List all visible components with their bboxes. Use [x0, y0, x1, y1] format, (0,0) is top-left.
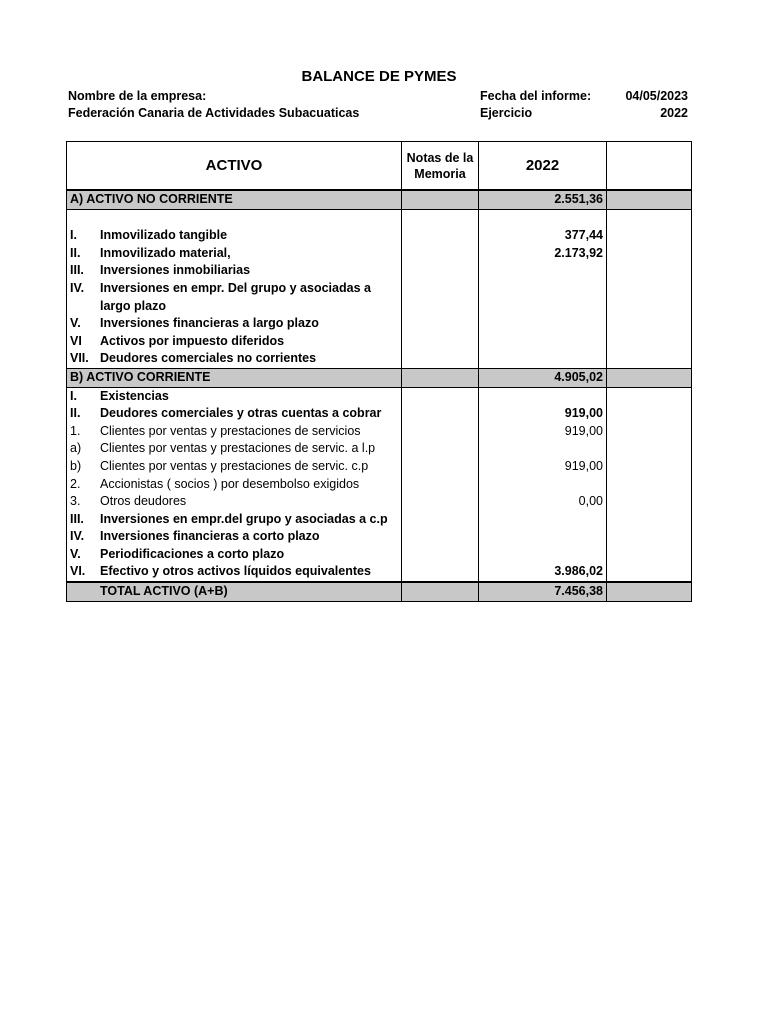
- row-extra: [607, 546, 692, 564]
- row-value: [479, 476, 607, 494]
- row-code: IV.: [70, 280, 85, 295]
- row-code: b): [70, 458, 82, 473]
- total-extra: [607, 582, 692, 601]
- total-label: TOTAL ACTIVO (A+B): [100, 584, 228, 599]
- row-code: III.: [70, 263, 84, 278]
- table-header-row: [67, 142, 692, 191]
- row-extra: [607, 333, 692, 351]
- table-row: [67, 350, 692, 368]
- row-code: I.: [70, 228, 77, 243]
- exercise-value: 2022: [660, 106, 688, 120]
- table-row: [67, 476, 692, 494]
- row-extra: [607, 423, 692, 441]
- row-notes: [402, 476, 479, 494]
- row-value: 0,00: [479, 493, 607, 511]
- row-notes: [402, 440, 479, 458]
- row-label: Existencias: [100, 388, 169, 403]
- row-value: 919,00: [479, 423, 607, 441]
- row-code: a): [70, 441, 82, 456]
- row-code: 1.: [70, 423, 81, 438]
- table-row: [67, 245, 692, 263]
- total-row: [67, 582, 692, 601]
- total-label-cell: [67, 582, 402, 601]
- row-label: Deudores comerciales no corrientes: [100, 351, 317, 366]
- row-code: I.: [70, 388, 77, 403]
- row-extra: [607, 315, 692, 333]
- header-empty: [607, 142, 692, 191]
- table-row: [67, 440, 692, 458]
- section-a-value: 2.551,36: [479, 190, 607, 209]
- row-extra: [607, 387, 692, 405]
- row-value: [479, 315, 607, 333]
- spacer-row: [67, 209, 692, 227]
- company-name: Federación Canaria de Actividades Subacuaticas: [68, 106, 360, 120]
- row-extra: [607, 245, 692, 263]
- row-label-cell: [67, 387, 402, 405]
- row-code: III.: [70, 511, 84, 526]
- row-label: Inversiones en empr. Del grupo y asociadas a largo plazo: [100, 280, 371, 313]
- row-extra: [607, 563, 692, 582]
- section-a-notes: [402, 190, 479, 209]
- total-notes: [402, 582, 479, 601]
- header-year: 2022: [479, 142, 607, 191]
- row-label: Clientes por ventas y prestaciones de servic. a l.p: [100, 441, 376, 456]
- row-label-cell: [67, 280, 402, 315]
- row-label: Inmovilizado material,: [100, 245, 231, 260]
- row-extra: [607, 262, 692, 280]
- row-code: IV.: [70, 529, 85, 544]
- table-row: [67, 546, 692, 564]
- row-value: 919,00: [479, 405, 607, 423]
- row-value: [479, 546, 607, 564]
- row-label-cell: [67, 458, 402, 476]
- row-label-cell: [67, 315, 402, 333]
- row-label-cell: [67, 350, 402, 368]
- row-label: Activos por impuesto diferidos: [100, 333, 285, 348]
- row-extra: [607, 440, 692, 458]
- table-row: [67, 262, 692, 280]
- row-label-cell: [67, 476, 402, 494]
- row-label: Clientes por ventas y prestaciones de servicios: [100, 423, 361, 438]
- row-notes: [402, 493, 479, 511]
- section-b-extra: [607, 368, 692, 387]
- report-date-label: Fecha del informe:: [480, 89, 592, 103]
- row-value: [479, 262, 607, 280]
- table-row: [67, 387, 692, 405]
- row-notes: [402, 227, 479, 245]
- row-extra: [607, 511, 692, 529]
- row-extra: [607, 280, 692, 315]
- balance-table: [66, 141, 692, 602]
- row-code: V.: [70, 316, 81, 331]
- row-label-cell: [67, 262, 402, 280]
- table-row: [67, 493, 692, 511]
- row-value: [479, 511, 607, 529]
- row-label-cell: [67, 493, 402, 511]
- row-notes: [402, 387, 479, 405]
- row-label-cell: [67, 423, 402, 441]
- row-label: Efectivo y otros activos líquidos equivalentes: [100, 564, 371, 579]
- row-label: Accionistas ( socios ) por desembolso exigidos: [100, 476, 360, 491]
- row-label-cell: [67, 440, 402, 458]
- row-extra: [607, 405, 692, 423]
- row-notes: [402, 546, 479, 564]
- row-label-cell: [67, 333, 402, 351]
- company-label: Nombre de la empresa:: [68, 89, 207, 103]
- row-value: 3.986,02: [479, 563, 607, 582]
- table-row: [67, 563, 692, 582]
- row-label-cell: [67, 245, 402, 263]
- total-value: 7.456,38: [479, 582, 607, 601]
- row-extra: [607, 476, 692, 494]
- table-row: [67, 280, 692, 315]
- row-label-cell: [67, 511, 402, 529]
- row-code: VII.: [70, 351, 89, 366]
- row-value: [479, 350, 607, 368]
- report-date-value: 04/05/2023: [625, 89, 688, 103]
- row-code: 3.: [70, 494, 81, 509]
- row-extra: [607, 493, 692, 511]
- section-a-row: [67, 190, 692, 209]
- section-b-label: B) ACTIVO CORRIENTE: [67, 368, 402, 387]
- row-label: Deudores comerciales y otras cuentas a cobrar: [100, 406, 382, 421]
- row-label-cell: [67, 528, 402, 546]
- row-code: 2.: [70, 476, 81, 491]
- table-row: [67, 528, 692, 546]
- table-row: [67, 405, 692, 423]
- row-extra: [607, 458, 692, 476]
- row-label: Periodificaciones a corto plazo: [100, 546, 285, 561]
- row-notes: [402, 245, 479, 263]
- row-label: Clientes por ventas y prestaciones de servic. c.p: [100, 458, 369, 473]
- row-label-cell: [67, 405, 402, 423]
- row-notes: [402, 280, 479, 315]
- row-notes: [402, 423, 479, 441]
- row-notes: [402, 563, 479, 582]
- row-notes: [402, 511, 479, 529]
- row-notes: [402, 405, 479, 423]
- row-label-cell: [67, 563, 402, 582]
- table-row: [67, 333, 692, 351]
- header-activo: ACTIVO: [67, 142, 402, 191]
- row-label: Inversiones financieras a corto plazo: [100, 529, 320, 544]
- row-value: [479, 440, 607, 458]
- row-notes: [402, 333, 479, 351]
- table-row: [67, 315, 692, 333]
- row-notes: [402, 528, 479, 546]
- section-b-row: [67, 368, 692, 387]
- row-label: Otros deudores: [100, 494, 187, 509]
- row-value: 2.173,92: [479, 245, 607, 263]
- row-code: VI.: [70, 564, 86, 579]
- row-label: Inversiones en empr.del grupo y asociadas a c.p: [100, 511, 388, 526]
- row-notes: [402, 458, 479, 476]
- table-row: [67, 458, 692, 476]
- table-row: [67, 423, 692, 441]
- row-code: VI: [70, 333, 82, 348]
- row-code: II.: [70, 406, 81, 421]
- row-label: Inmovilizado tangible: [100, 228, 228, 243]
- section-b-notes: [402, 368, 479, 387]
- document-title: BALANCE DE PYMES: [301, 68, 457, 85]
- row-value: 919,00: [479, 458, 607, 476]
- row-extra: [607, 350, 692, 368]
- exercise-label: Ejercicio: [480, 106, 533, 120]
- section-a-label: A) ACTIVO NO CORRIENTE: [67, 190, 402, 209]
- row-extra: [607, 227, 692, 245]
- table-row: [67, 511, 692, 529]
- section-a-extra: [607, 190, 692, 209]
- row-value: [479, 333, 607, 351]
- table-row: [67, 227, 692, 245]
- row-notes: [402, 315, 479, 333]
- row-code: II.: [70, 245, 81, 260]
- row-code: V.: [70, 546, 81, 561]
- row-value: [479, 387, 607, 405]
- row-label: Inversiones inmobiliarias: [100, 263, 251, 278]
- row-label-cell: [67, 546, 402, 564]
- row-value: [479, 528, 607, 546]
- header-notas: Notas de la Memoria: [402, 142, 479, 191]
- section-b-value: 4.905,02: [479, 368, 607, 387]
- row-value: [479, 280, 607, 315]
- row-notes: [402, 262, 479, 280]
- row-notes: [402, 350, 479, 368]
- row-extra: [607, 528, 692, 546]
- row-label-cell: [67, 227, 402, 245]
- row-label: Inversiones financieras a largo plazo: [100, 316, 319, 331]
- row-value: 377,44: [479, 227, 607, 245]
